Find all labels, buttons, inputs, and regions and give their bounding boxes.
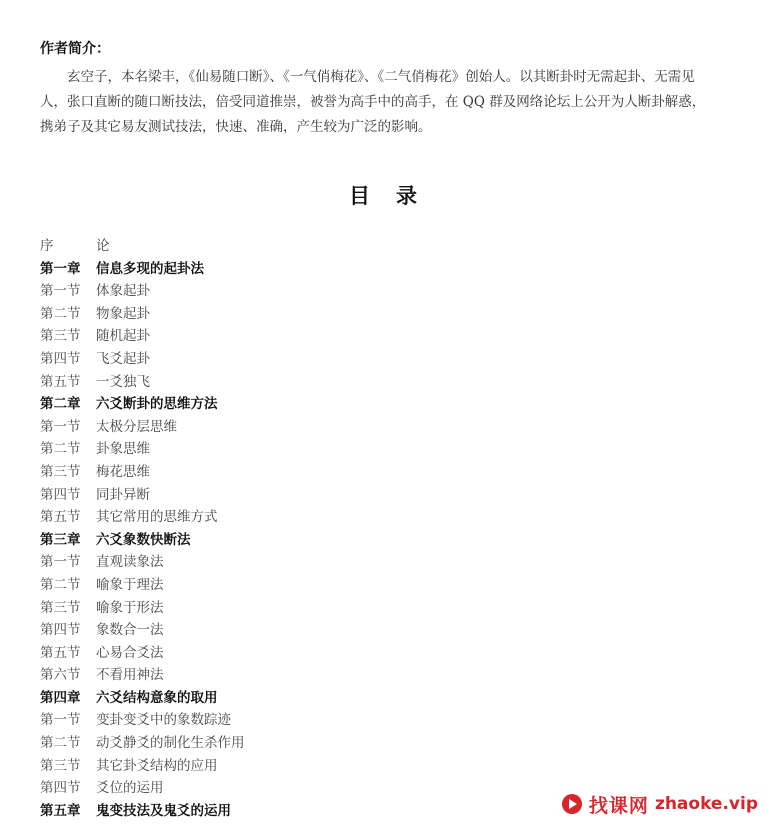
toc-preface-entry [40,235,500,258]
author-bio-line: 携弟子及其它易友测试技法，快速、准确，产生较为广泛的影响。 [40,119,432,135]
toc-section-entry [40,755,500,778]
toc-entry-number: 第二节 [40,305,81,322]
author-bio-line: 人，张口直断的随口断技法，倍受同道推崇，被誉为高手中的高手，在 QQ 群及网络论坛上公开为人断卦解惑， [40,94,706,110]
toc-entry-number: 第一节 [40,554,81,571]
toc-entry-title: 物象起卦 [96,305,150,322]
toc-entry-number: 第二节 [40,576,81,593]
toc-entry-title: 卦象思维 [96,441,150,458]
author-bio-line: 玄空子，本名梁丰，《仙易随口断》、《一气俏梅花》、《二气俏梅花》创始人。以其断卦时无需起卦、无需见 [67,69,695,85]
toc-section-entry [40,709,500,732]
toc-section-entry [40,280,500,303]
toc-entry-title: 六爻断卦的思维方法 [96,396,218,413]
toc-entry-number: 第三节 [40,463,81,480]
toc-entry-title: 动爻静爻的制化生杀作用 [96,735,245,752]
toc-entry-title: 喻象于形法 [96,599,164,616]
toc-entry-number: 第五节 [40,373,81,390]
toc-entry-number: 第三节 [40,599,81,616]
toc-chapter-entry [40,529,500,552]
toc-chapter-entry [40,800,500,823]
toc-section-entry [40,461,500,484]
toc-entry-title: 变卦变爻中的象数踪迹 [96,712,231,729]
toc-section-entry [40,619,500,642]
toc-entry-title: 六爻象数快断法 [96,531,191,548]
toc-entry-title: 太极分层思维 [96,418,177,435]
toc-entry-number: 第四节 [40,350,81,367]
toc-section-entry [40,438,500,461]
toc-entry-number: 第二节 [40,735,81,752]
site-watermark [561,790,758,818]
toc-entry-number: 第四章 [40,689,81,706]
toc-entry-number: 第五节 [40,644,81,661]
toc-entry-number: 第五节 [40,509,81,526]
toc-section-entry [40,597,500,620]
toc-title: 目录 [349,183,443,208]
toc-section-entry [40,777,500,800]
toc-entry-number: 第一节 [40,712,81,729]
toc-entry-title: 随机起卦 [96,328,150,345]
toc-entry-number: 第一章 [40,260,81,277]
toc-section-entry [40,484,500,507]
toc-section-entry [40,371,500,394]
toc-entry-number: 第一节 [40,418,81,435]
toc-section-entry [40,551,500,574]
toc-entry-title: 喻象于理法 [96,576,164,593]
toc-entry-title: 论 [96,238,110,254]
toc-entry-title: 其它卦爻结构的应用 [96,757,218,774]
toc-entry-title: 直观读象法 [96,554,164,571]
toc-entry-title: 心易合爻法 [96,644,164,661]
toc-list [40,235,500,822]
toc-entry-number: 序 [40,238,54,254]
toc-entry-number: 第二节 [40,441,81,458]
author-heading: 作者简介： [40,41,110,57]
toc-entry-title: 信息多现的起卦法 [96,260,204,277]
toc-entry-number: 第三章 [40,531,81,548]
toc-section-entry [40,732,500,755]
toc-entry-number: 第三节 [40,757,81,774]
toc-entry-number: 第四节 [40,780,81,797]
toc-entry-title: 一爻独飞 [96,373,150,390]
toc-entry-number: 第四节 [40,486,81,503]
toc-entry-number: 第四节 [40,622,81,639]
toc-chapter-entry [40,393,500,416]
toc-chapter-entry [40,258,500,281]
watermark-text-cn: 找课网 [588,794,649,817]
toc-entry-number: 第一节 [40,283,81,300]
toc-section-entry [40,416,500,439]
toc-entry-number: 第六节 [40,667,81,684]
toc-section-entry [40,574,500,597]
author-bio [40,65,740,140]
play-icon [561,793,583,815]
toc-chapter-entry [40,687,500,710]
toc-entry-number: 第五章 [40,802,81,819]
toc-section-entry [40,664,500,687]
toc-section-entry [40,642,500,665]
watermark-text-en: zhaoke.vip [654,794,758,814]
toc-entry-title: 爻位的运用 [96,780,164,797]
toc-section-entry [40,303,500,326]
toc-entry-title: 梅花思维 [96,463,150,480]
toc-entry-number: 第三节 [40,328,81,345]
toc-section-entry [40,348,500,371]
toc-entry-title: 鬼变技法及鬼爻的运用 [96,802,231,819]
toc-entry-title: 象数合一法 [96,622,164,639]
toc-entry-title: 同卦异断 [96,486,150,503]
toc-entry-title: 飞爻起卦 [96,350,150,367]
toc-entry-title: 不看用神法 [96,667,164,684]
toc-entry-title: 六爻结构意象的取用 [96,689,218,706]
toc-section-entry [40,506,500,529]
toc-entry-title: 其它常用的思维方式 [96,509,218,526]
toc-section-entry [40,325,500,348]
toc-entry-number: 第二章 [40,396,81,413]
toc-entry-title: 体象起卦 [96,283,150,300]
